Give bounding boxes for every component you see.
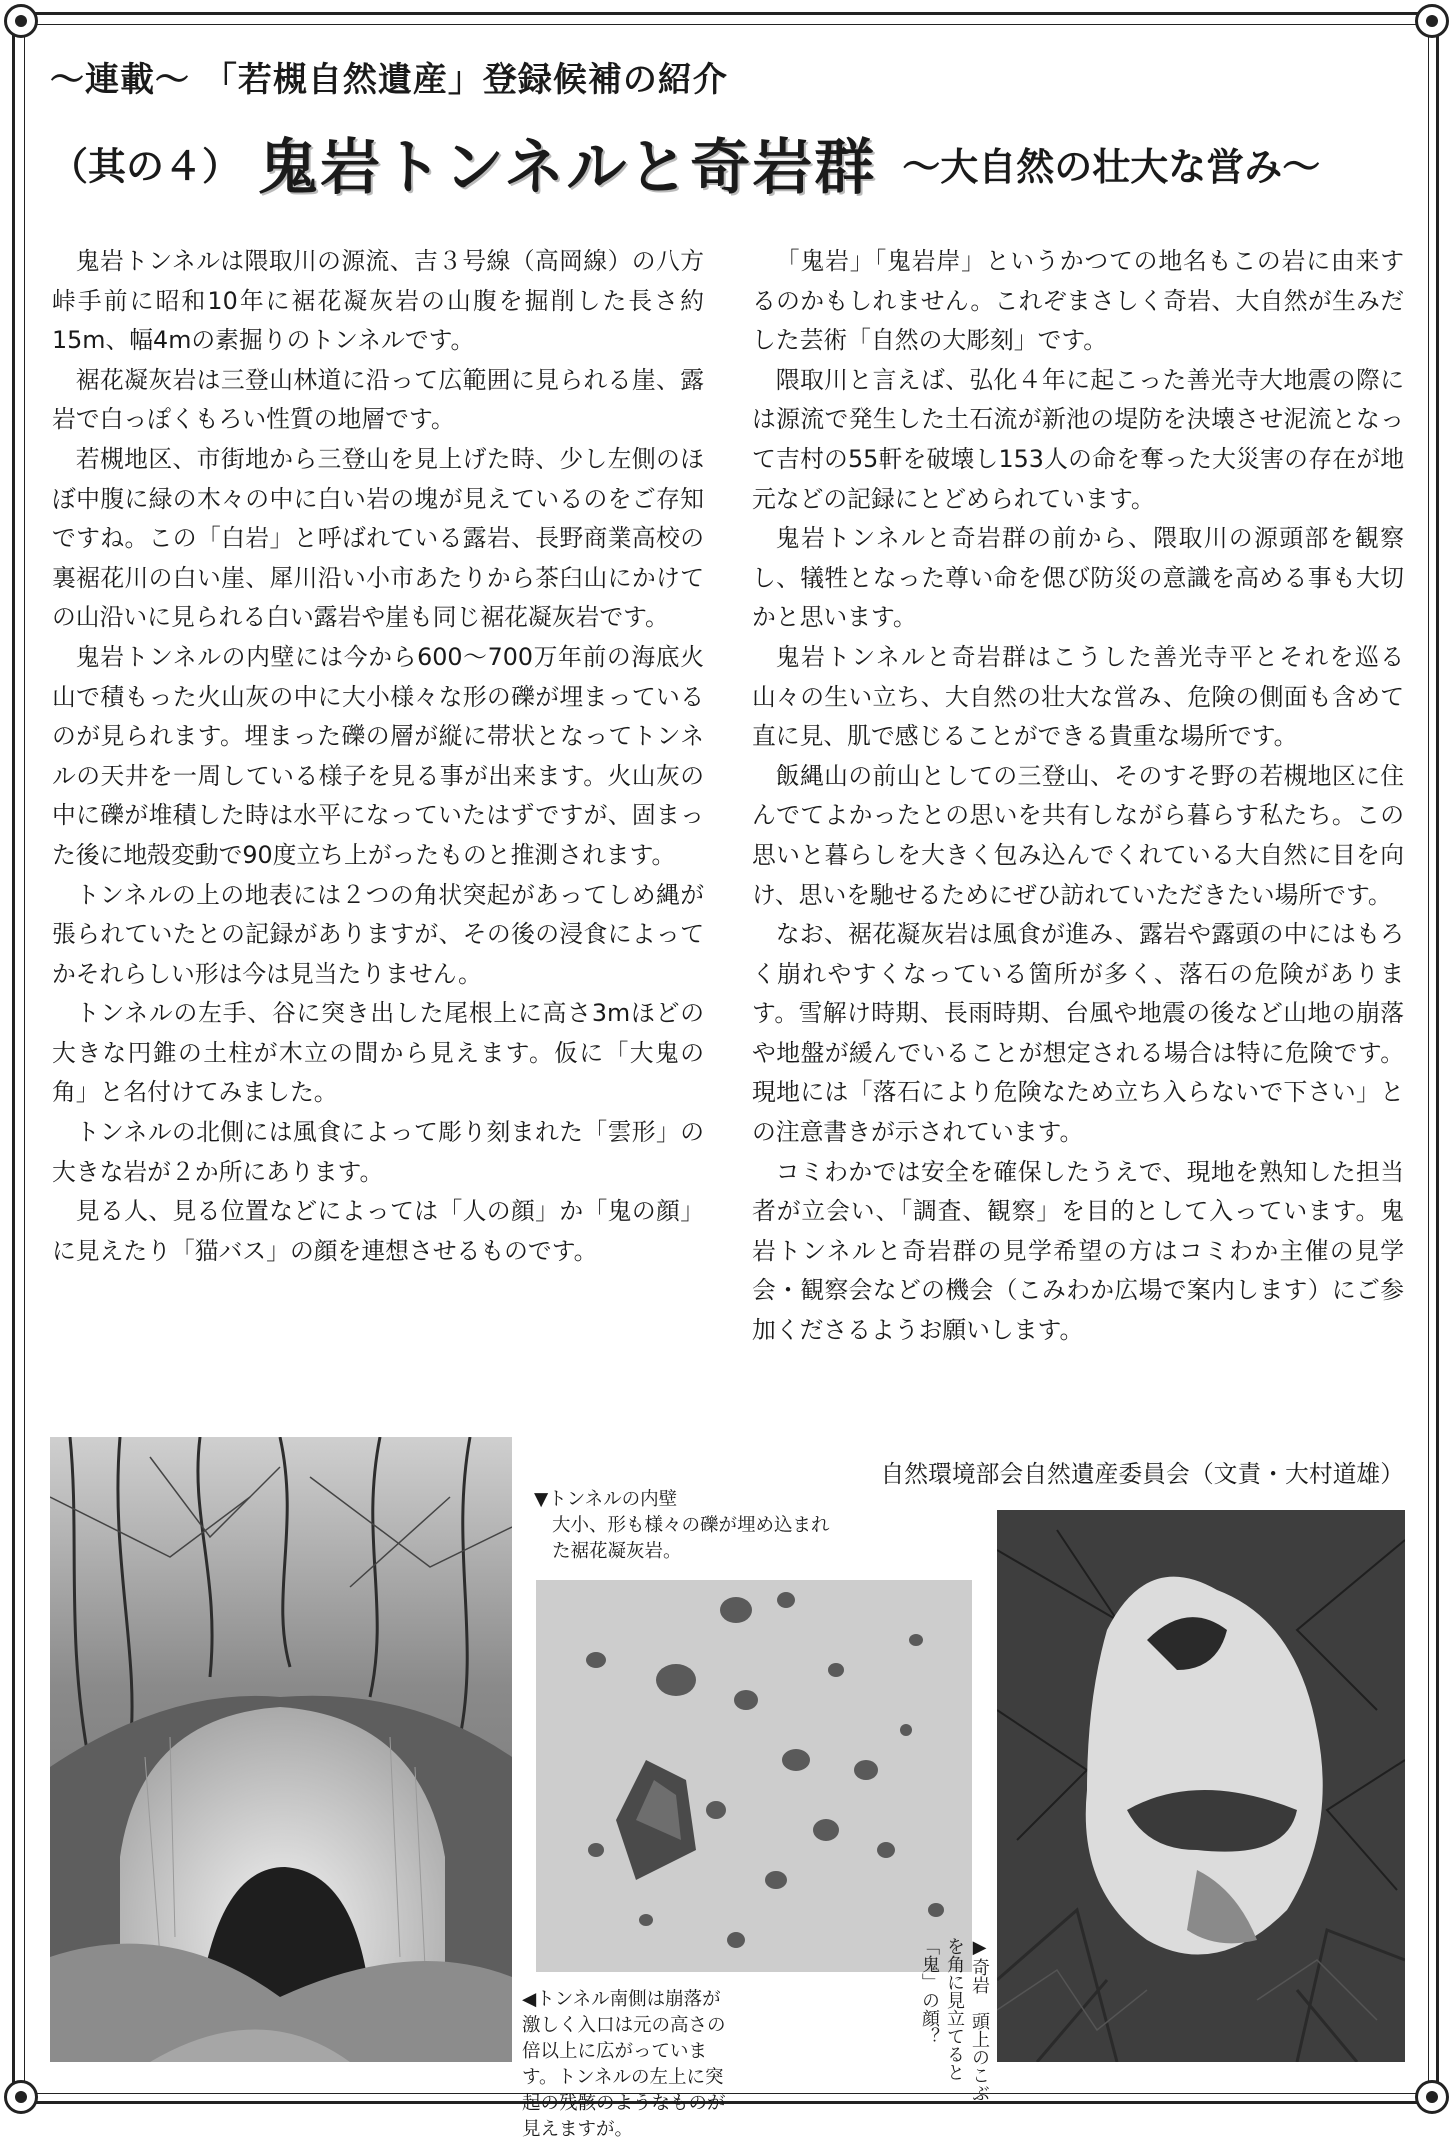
paragraph: コミわかでは安全を確保したうえで、現地を熟知した担当者が立会い、「調査、観察」を目的として入っています。鬼岩トンネルと奇岩群の見学希望の方はコミわか主催の見学会・観察会などの機会（こみわか広場で案内します）にご参加くださるようお願いします。 [752,1157,1404,1345]
paragraph: なお、裾花凝灰岩は風食が進み、露岩や露頭の中にはもろく崩れやすくなっている箇所が多く、落石の危険があります。雪解け時期、長雨時期、台風や地震の後など山地の崩落や地盤が緩んでいることが想定される場合は特に危険です。現地には「落石により危険なため立ち入らないで下さい」との注意書きが示されています。 [752,920,1404,1147]
author-credit: 自然環境部会自然遺産委員会（文責・大村道雄） [880,1460,1404,1488]
paragraph: 若槻地区、市街地から三登山を見上げた時、少し左側のほぼ中腹に緑の木々の中に白い岩の塊が見えているのをご存知ですね。この「白岩」と呼ばれている露岩、長野商業高校の裏裾花川の白い崖、犀川沿い小市あたりから茶臼山にかけての山沿いに見られる白い露岩や崖も同じ裾花凝灰岩です。 [52,444,704,632]
article-column-left [52,242,704,1271]
article-title-block [50,120,1320,206]
rock-photo-caption: ▶奇岩 頭上のこぶを角に見立てると「鬼」の顔？ [919,1937,990,2102]
corner-ornament [4,2080,38,2114]
paragraph: 鬼岩トンネルは隈取川の源流、吉３号線（高岡線）の八方峠手前に昭和10年に裾花凝灰岩の山腹を掘削した長さ約15m、幅4mの素掘りのトンネルです。 [52,247,704,355]
corner-ornament [1415,2080,1449,2114]
paragraph: 鬼岩トンネルの内壁には今から600～700万年前の海底火山で積もった火山灰の中に大小様々な形の礫が埋まっているのが見られます。埋まった礫の層が縦に帯状となってトンネルの天井を一周している様子を見る事が出来ます。火山灰の中に礫が堆積した時は水平になっていたはずですが、固まった後に地殻変動で90度立ち上がったものと推測されます。 [52,642,704,869]
strange-rock-photo [997,1510,1405,2062]
tunnel-wall-caption [534,1487,834,1565]
caption-text: 大小、形も様々の礫が埋め込まれた裾花凝灰岩。 [552,1515,830,1562]
paragraph: 隈取川と言えば、弘化４年に起こった善光寺大地震の際には源流で発生した土石流が新池の堤防を決壊させ泥流となって吉村の55軒を破壊し153人の命を奪った大災害の存在が地元などの記録にとどめられています。 [752,365,1404,513]
paragraph: 「鬼岩」「鬼岩岸」というかつての地名もこの岩に由来するのかもしれません。これぞまさしく奇岩、大自然が生みだした芸術「自然の大彫刻」です。 [752,247,1404,355]
series-heading: ～連載～ 「若槻自然遺産」登録候補の紹介 [50,60,728,100]
article-title: 鬼岩トンネルと奇岩群 [258,133,877,203]
tunnel-wall-photo [536,1580,972,1972]
paragraph: トンネルの左手、谷に突き出した尾根上に高さ3mほどの大きな円錐の土柱が木立の間から見えます。仮に「大鬼の角」と名付けてみました。 [52,999,704,1107]
corner-ornament [4,4,38,38]
caption-text: ◀トンネル南側は崩落が激しく入口は元の高さの倍以上に広がっています。トンネルの左上に突起の残骸のようなものが見えますが。 [522,1989,726,2140]
paragraph: トンネルの北側には風食によって彫り刻まれた「雲形」の大きな岩が２か所にあります。 [52,1118,704,1186]
corner-ornament [1415,4,1449,38]
paragraph: トンネルの上の地表には２つの角状突起があってしめ縄が張られていたとの記録がありますが、その後の浸食によってかそれらしい形は今は見当たりません。 [52,880,704,988]
article-column-right [752,242,1404,1351]
paragraph: 裾花凝灰岩は三登山林道に沿って広範囲に見られる崖、露岩で白っぽくもろい性質の地層です。 [52,365,704,434]
issue-number: （其の４） [50,143,241,189]
paragraph: 飯縄山の前山としての三登山、そのすそ野の若槻地区に住んでてよかったとの思いを共有しながら暮らす私たち。この思いと暮らしを大きく包み込んでくれている大自然に目を向け、思いを馳せるためにぜひ訪れていただきたい場所です。 [752,761,1404,909]
paragraph: 見る人、見る位置などによっては「人の顔」か「鬼の顔」に見えたり「猫バス」の顔を連想させるものです。 [52,1197,704,1265]
article-subtitle: ～大自然の壮大な営み～ [902,143,1321,189]
paragraph: 鬼岩トンネルと奇岩群はこうした善光寺平とそれを巡る山々の生い立ち、大自然の壮大な営み、危険の側面も含めて直に見、肌で感じることができる貴重な場所です。 [752,642,1404,751]
tunnel-photo-caption [522,1987,734,2143]
caption-title: ▼トンネルの内壁 [534,1489,678,1510]
tunnel-photo [50,1437,512,2062]
paragraph: 鬼岩トンネルと奇岩群の前から、隈取川の源頭部を観察し、犠牲となった尊い命を偲び防災の意識を高める事も大切かと思います。 [752,524,1404,632]
